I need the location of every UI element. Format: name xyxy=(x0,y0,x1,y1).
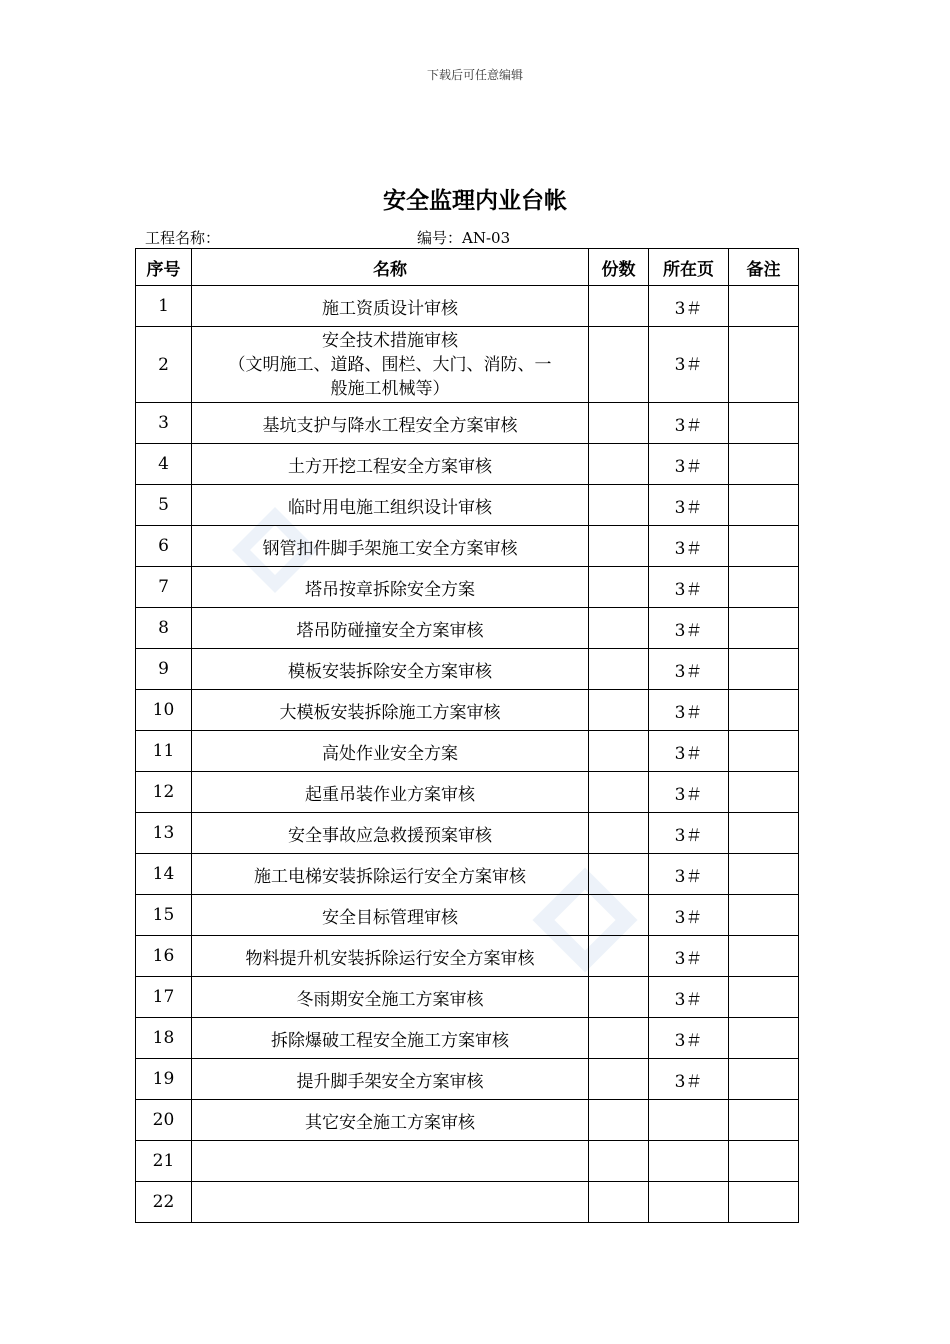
cell-remark xyxy=(729,327,799,403)
cell-name-line: 塔吊防碰撞安全方案审核 xyxy=(296,620,484,641)
cell-page: 3＃ xyxy=(649,485,729,526)
cell-name xyxy=(192,1100,589,1141)
cell-name-line: 大模板安装拆除施工方案审核 xyxy=(279,702,501,723)
column-header-page: 所在页 xyxy=(649,249,729,286)
table-row xyxy=(136,485,799,526)
cell-name-line: 塔吊按章拆除安全方案 xyxy=(305,579,475,600)
cell-page: 3＃ xyxy=(649,690,729,731)
cell-name-line: 高处作业安全方案 xyxy=(322,743,458,764)
cell-no: 12 xyxy=(136,772,192,813)
cell-no: 3 xyxy=(136,403,192,444)
cell-name xyxy=(192,567,589,608)
cell-no: 9 xyxy=(136,649,192,690)
cell-no: 21 xyxy=(136,1141,192,1182)
page-title: 安全监理内业台帐 xyxy=(383,188,567,214)
cell-no: 15 xyxy=(136,895,192,936)
ledger-table xyxy=(135,248,799,1223)
cell-no: 1 xyxy=(136,286,192,327)
table-row xyxy=(136,977,799,1018)
cell-name-line: （文明施工、道路、围栏、大门、消防、一 xyxy=(228,354,552,375)
cell-page: 3＃ xyxy=(649,813,729,854)
cell-no: 19 xyxy=(136,1059,192,1100)
cell-name xyxy=(192,1141,589,1182)
cell-name xyxy=(192,485,589,526)
cell-name-line: 土方开挖工程安全方案审核 xyxy=(288,456,492,477)
cell-page: 3＃ xyxy=(649,772,729,813)
cell-copies xyxy=(589,813,649,854)
cell-page: 3＃ xyxy=(649,854,729,895)
cell-remark xyxy=(729,649,799,690)
table-row xyxy=(136,403,799,444)
cell-name-line: 起重吊装作业方案审核 xyxy=(305,784,475,805)
cell-remark xyxy=(729,1018,799,1059)
table-row xyxy=(136,327,799,403)
cell-copies xyxy=(589,1141,649,1182)
cell-copies xyxy=(589,690,649,731)
cell-name xyxy=(192,936,589,977)
cell-page: 3＃ xyxy=(649,608,729,649)
cell-name xyxy=(192,977,589,1018)
cell-copies xyxy=(589,895,649,936)
cell-name xyxy=(192,444,589,485)
cell-copies xyxy=(589,731,649,772)
table-row xyxy=(136,1141,799,1182)
column-header-copies: 份数 xyxy=(589,249,649,286)
cell-name xyxy=(192,649,589,690)
table-row xyxy=(136,1182,799,1223)
cell-name xyxy=(192,327,589,403)
cell-no: 5 xyxy=(136,485,192,526)
cell-no: 22 xyxy=(136,1182,192,1223)
cell-name-line: 施工电梯安装拆除运行安全方案审核 xyxy=(254,866,526,887)
cell-no: 6 xyxy=(136,526,192,567)
cell-page: 3＃ xyxy=(649,895,729,936)
cell-name xyxy=(192,813,589,854)
cell-page: 3＃ xyxy=(649,977,729,1018)
cell-copies xyxy=(589,1182,649,1223)
table-row xyxy=(136,286,799,327)
cell-name xyxy=(192,1182,589,1223)
cell-copies xyxy=(589,1018,649,1059)
table-row xyxy=(136,649,799,690)
cell-name xyxy=(192,854,589,895)
cell-remark xyxy=(729,403,799,444)
cell-page xyxy=(649,1100,729,1141)
table-row xyxy=(136,1100,799,1141)
cell-name-line: 拆除爆破工程安全施工方案审核 xyxy=(271,1030,509,1051)
cell-remark xyxy=(729,895,799,936)
table-row xyxy=(136,772,799,813)
cell-page xyxy=(649,1141,729,1182)
cell-name-line: 冬雨期安全施工方案审核 xyxy=(296,989,484,1010)
cell-no: 4 xyxy=(136,444,192,485)
cell-name xyxy=(192,895,589,936)
column-header-no: 序号 xyxy=(136,249,192,286)
column-header-name: 名称 xyxy=(192,249,589,286)
cell-copies xyxy=(589,772,649,813)
cell-name-line: 安全事故应急救援预案审核 xyxy=(288,825,492,846)
cell-name xyxy=(192,286,589,327)
cell-name xyxy=(192,403,589,444)
table-header-row xyxy=(136,249,799,286)
cell-no: 2 xyxy=(136,327,192,403)
cell-remark xyxy=(729,286,799,327)
table-row xyxy=(136,1059,799,1100)
cell-no: 14 xyxy=(136,854,192,895)
cell-no: 10 xyxy=(136,690,192,731)
column-header-remark: 备注 xyxy=(729,249,799,286)
cell-name xyxy=(192,731,589,772)
cell-name xyxy=(192,690,589,731)
cell-name xyxy=(192,772,589,813)
cell-page: 3＃ xyxy=(649,1059,729,1100)
cell-remark xyxy=(729,1100,799,1141)
cell-copies xyxy=(589,403,649,444)
cell-remark xyxy=(729,936,799,977)
cell-remark xyxy=(729,1141,799,1182)
cell-name-line: 模板安装拆除安全方案审核 xyxy=(288,661,492,682)
table-row xyxy=(136,690,799,731)
cell-name-line: 般施工机械等） xyxy=(330,378,450,399)
cell-remark xyxy=(729,526,799,567)
cell-name-line: 物料提升机安装拆除运行安全方案审核 xyxy=(245,948,535,969)
cell-copies xyxy=(589,286,649,327)
cell-no: 13 xyxy=(136,813,192,854)
cell-page: 3＃ xyxy=(649,649,729,690)
cell-page: 3＃ xyxy=(649,731,729,772)
cell-copies xyxy=(589,567,649,608)
cell-page: 3＃ xyxy=(649,444,729,485)
cell-page: 3＃ xyxy=(649,327,729,403)
table-row xyxy=(136,444,799,485)
cell-no: 11 xyxy=(136,731,192,772)
cell-remark xyxy=(729,977,799,1018)
cell-remark xyxy=(729,608,799,649)
cell-copies xyxy=(589,936,649,977)
table-row xyxy=(136,608,799,649)
cell-no: 20 xyxy=(136,1100,192,1141)
table-row xyxy=(136,567,799,608)
cell-name-line: 其它安全施工方案审核 xyxy=(305,1112,475,1133)
cell-name xyxy=(192,608,589,649)
table-row xyxy=(136,526,799,567)
cell-no: 18 xyxy=(136,1018,192,1059)
cell-copies xyxy=(589,649,649,690)
cell-name-line: 基坑支护与降水工程安全方案审核 xyxy=(262,415,518,436)
cell-name xyxy=(192,526,589,567)
cell-copies xyxy=(589,526,649,567)
cell-page: 3＃ xyxy=(649,936,729,977)
cell-copies xyxy=(589,977,649,1018)
cell-copies xyxy=(589,608,649,649)
cell-remark xyxy=(729,772,799,813)
cell-remark xyxy=(729,813,799,854)
cell-page: 3＃ xyxy=(649,403,729,444)
cell-name xyxy=(192,1018,589,1059)
cell-copies xyxy=(589,327,649,403)
cell-remark xyxy=(729,444,799,485)
cell-page xyxy=(649,1182,729,1223)
cell-no: 8 xyxy=(136,608,192,649)
table-row xyxy=(136,813,799,854)
cell-page: 3＃ xyxy=(649,526,729,567)
cell-copies xyxy=(589,854,649,895)
cell-no: 17 xyxy=(136,977,192,1018)
cell-remark xyxy=(729,854,799,895)
cell-name-line: 提升脚手架安全方案审核 xyxy=(296,1071,484,1092)
cell-name-line: 安全技术措施审核 xyxy=(322,330,458,351)
table-row xyxy=(136,854,799,895)
cell-page: 3＃ xyxy=(649,286,729,327)
header-note: 下载后可任意编辑 xyxy=(426,68,523,82)
table-row xyxy=(136,936,799,977)
table-row xyxy=(136,731,799,772)
cell-name-line: 钢管扣件脚手架施工安全方案审核 xyxy=(262,538,518,559)
cell-remark xyxy=(729,731,799,772)
cell-copies xyxy=(589,444,649,485)
cell-remark xyxy=(729,1059,799,1100)
cell-name-line: 安全目标管理审核 xyxy=(322,907,458,928)
cell-name xyxy=(192,1059,589,1100)
cell-remark xyxy=(729,567,799,608)
cell-no: 7 xyxy=(136,567,192,608)
cell-name-line: 施工资质设计审核 xyxy=(322,298,458,319)
cell-remark xyxy=(729,690,799,731)
project-name-label: 工程名称： xyxy=(145,229,221,247)
table-row xyxy=(136,895,799,936)
cell-no: 16 xyxy=(136,936,192,977)
cell-copies xyxy=(589,1059,649,1100)
cell-page: 3＃ xyxy=(649,1018,729,1059)
cell-copies xyxy=(589,485,649,526)
cell-remark xyxy=(729,1182,799,1223)
code-label: 编号：AN-03 xyxy=(417,229,511,247)
cell-name-line: 临时用电施工组织设计审核 xyxy=(288,497,492,518)
cell-remark xyxy=(729,485,799,526)
cell-page: 3＃ xyxy=(649,567,729,608)
cell-copies xyxy=(589,1100,649,1141)
table-row xyxy=(136,1018,799,1059)
